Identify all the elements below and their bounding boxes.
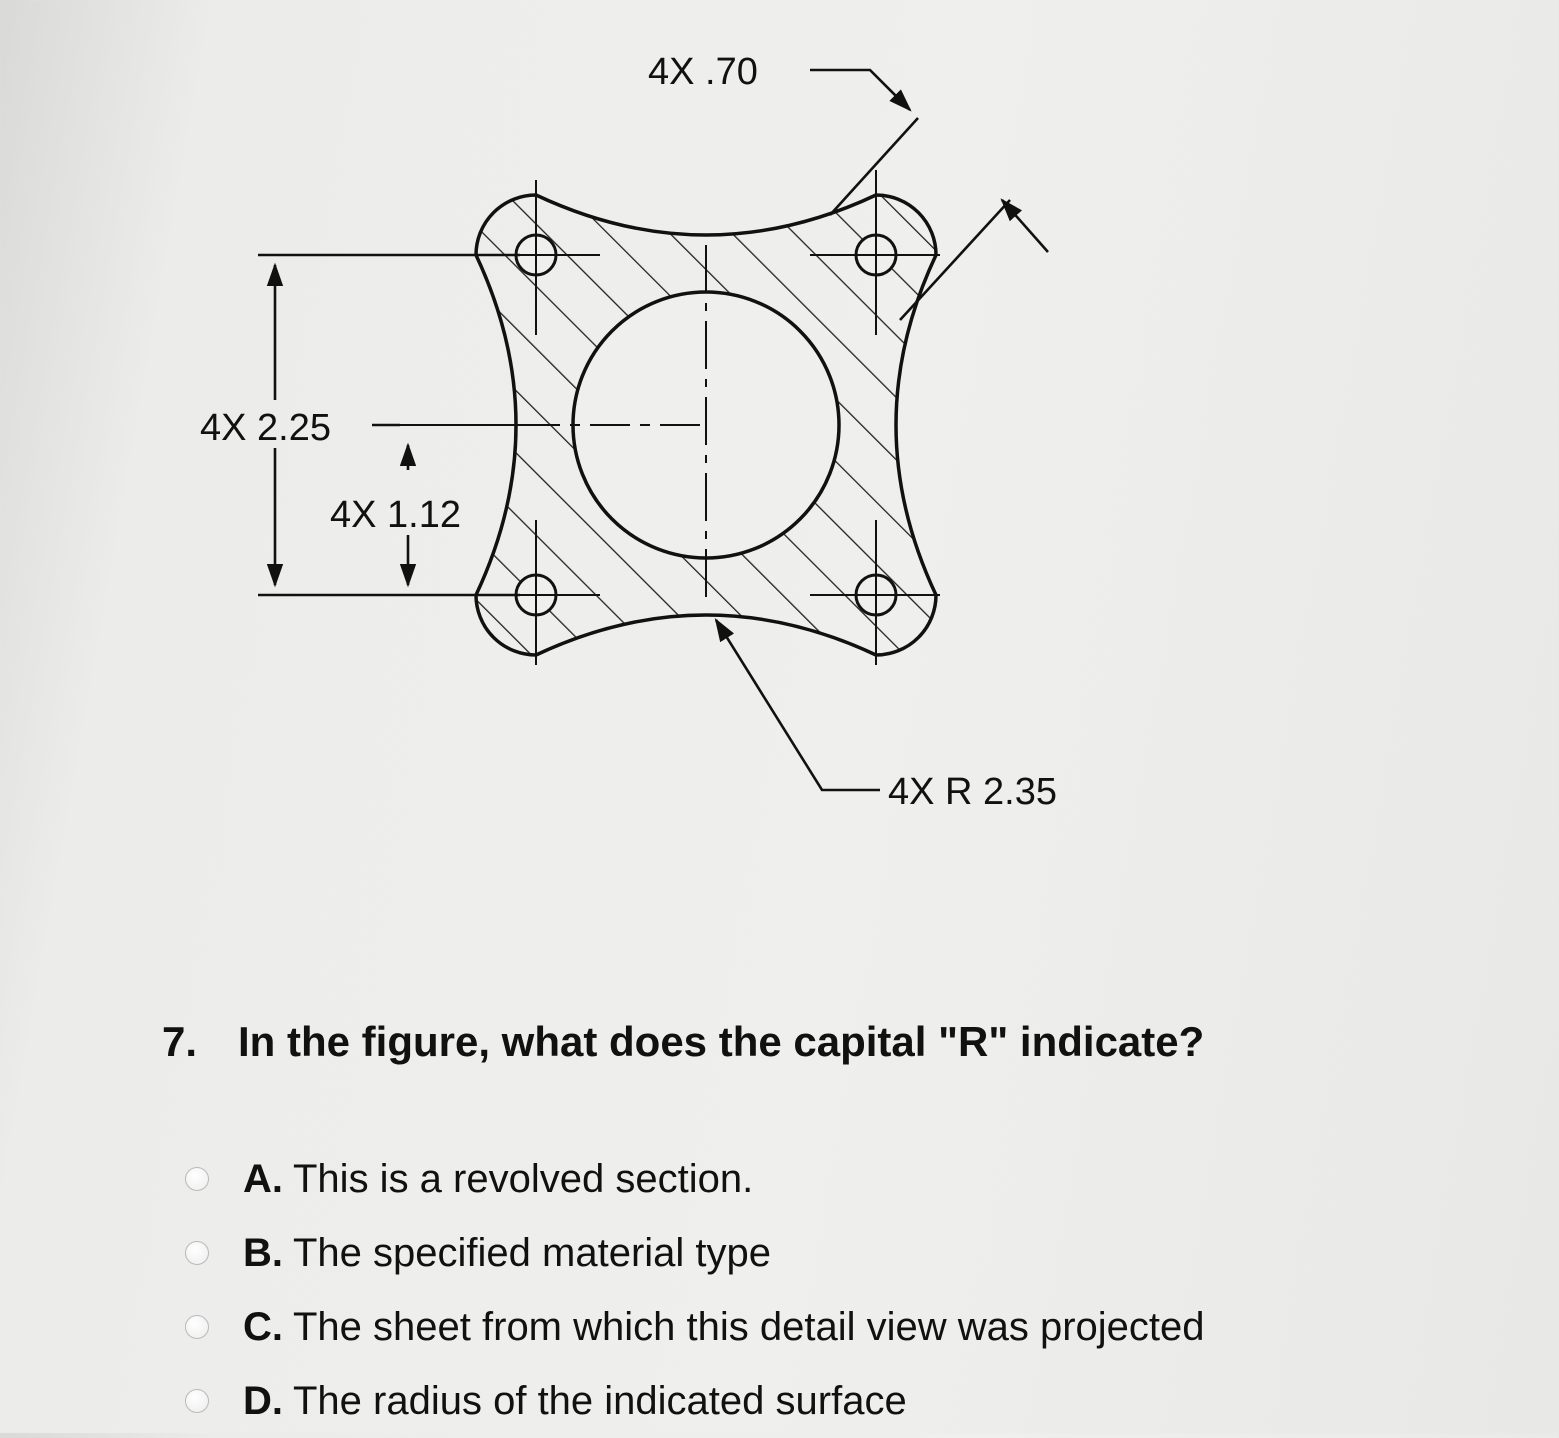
option-d[interactable] [185, 1364, 1205, 1438]
answer-options [185, 1142, 1205, 1438]
question-text [162, 1018, 1204, 1066]
radio-button-a[interactable] [185, 1167, 209, 1191]
option-text: The radius of the indicated surface [293, 1378, 907, 1423]
option-text: This is a revolved section. [293, 1156, 754, 1201]
question-prompt: In the figure, what does the capital "R" indicate? [238, 1018, 1205, 1065]
half-spacing-label: 4X 1.12 [330, 494, 461, 536]
hole-diameter-label: 4X .70 [648, 51, 758, 93]
radio-button-c[interactable] [185, 1315, 209, 1339]
radio-button-d[interactable] [185, 1389, 209, 1413]
radio-button-b[interactable] [185, 1241, 209, 1265]
option-letter: D. [243, 1378, 283, 1423]
radius-label: 4X R 2.35 [888, 771, 1057, 813]
option-c[interactable] [185, 1290, 1205, 1364]
option-a[interactable] [185, 1142, 1205, 1216]
option-b[interactable] [185, 1216, 1205, 1290]
question-number: 7. [162, 1018, 198, 1065]
option-letter: B. [243, 1230, 283, 1275]
option-letter: A. [243, 1156, 283, 1201]
option-text: The specified material type [293, 1230, 772, 1275]
bolt-spacing-label: 4X 2.25 [200, 407, 331, 449]
option-letter: C. [243, 1304, 283, 1349]
option-text: The sheet from which this detail view was projected [293, 1304, 1205, 1349]
